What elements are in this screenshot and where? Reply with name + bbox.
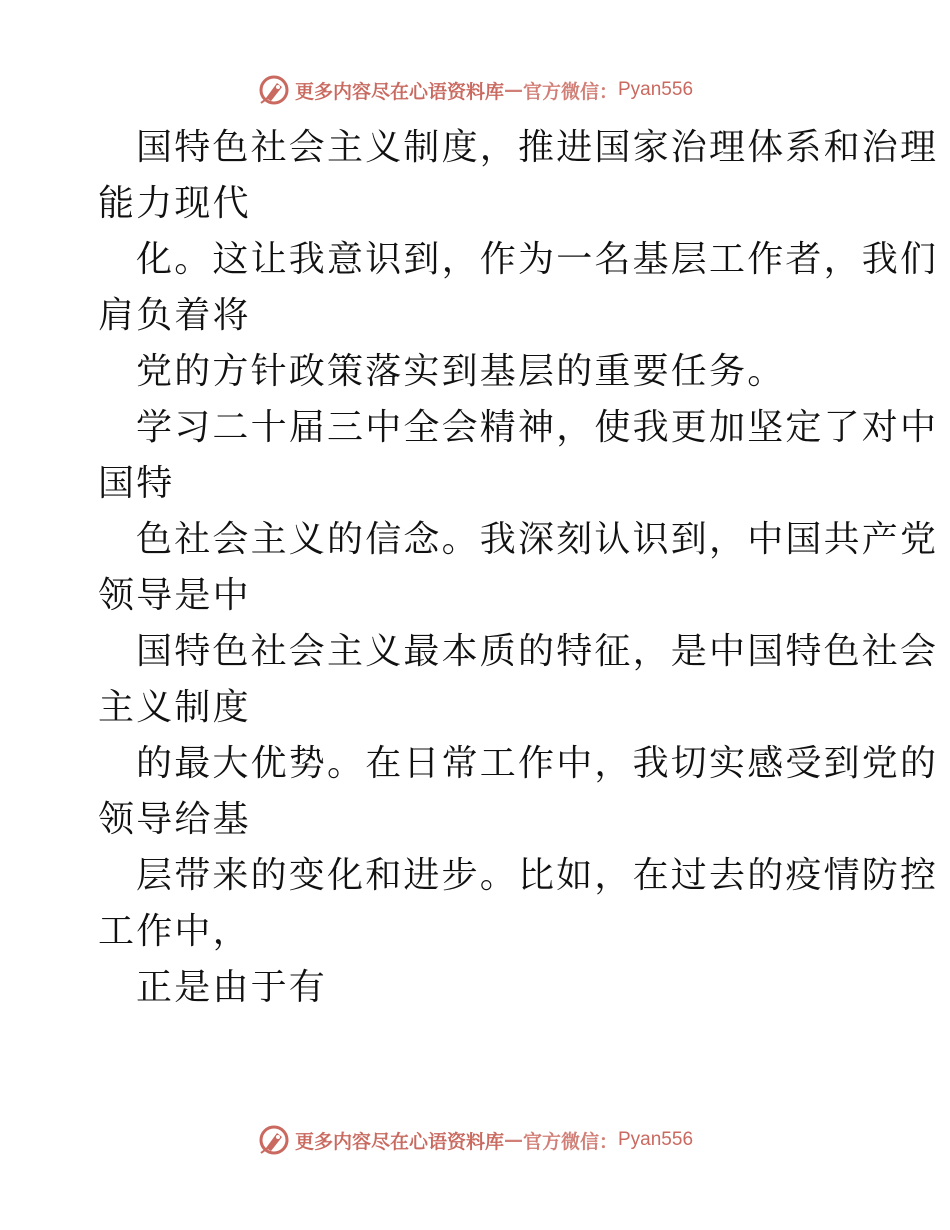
watermark-dash: — — [503, 1129, 523, 1151]
text-line: 的最大优势。在日常工作中，我切实感受到党的 — [136, 743, 939, 784]
text-line: 工作中， — [98, 911, 251, 952]
text-line: 国特色社会主义最本质的特征，是中国特色社会 — [136, 631, 939, 672]
text-line: 能力现代 — [98, 183, 251, 224]
text-line: 学习二十届三中全会精神，使我更加坚定了对中 — [136, 407, 939, 448]
text-line: 色社会主义的信念。我深刻认识到，中国共产党 — [136, 519, 939, 560]
header-watermark — [0, 70, 950, 110]
text-line: 肩负着将 — [98, 295, 251, 336]
watermark-wechat-id: Pyan556 — [618, 1129, 694, 1150]
text-line: 领导给基 — [98, 799, 251, 840]
watermark-wechat-label: 官方微信： — [522, 80, 618, 103]
text-line: 层带来的变化和进步。比如，在过去的疫情防控 — [136, 855, 939, 896]
pen-nib-logo-icon — [257, 1123, 291, 1157]
watermark-dash: — — [503, 79, 523, 101]
text-line: 国特 — [98, 463, 175, 504]
pen-nib-logo-icon — [257, 73, 291, 107]
watermark-wechat-id: Pyan556 — [618, 79, 694, 100]
text-line: 国特色社会主义制度，推进国家治理体系和治理 — [136, 127, 939, 168]
text-line: 领导是中 — [98, 575, 251, 616]
document-body — [98, 120, 939, 1016]
watermark-site-text: 更多内容尽在心语资料库 — [294, 1130, 504, 1153]
text-line: 正是由于有 — [136, 967, 328, 1008]
text-line: 党的方针政策落实到基层的重要任务。 — [136, 351, 786, 392]
text-line: 化。这让我意识到，作为一名基层工作者，我们 — [136, 239, 939, 280]
text-line: 主义制度 — [98, 687, 251, 728]
watermark-site-text: 更多内容尽在心语资料库 — [294, 80, 504, 103]
footer-watermark — [0, 1120, 950, 1160]
watermark-wechat-label: 官方微信： — [522, 1130, 618, 1153]
